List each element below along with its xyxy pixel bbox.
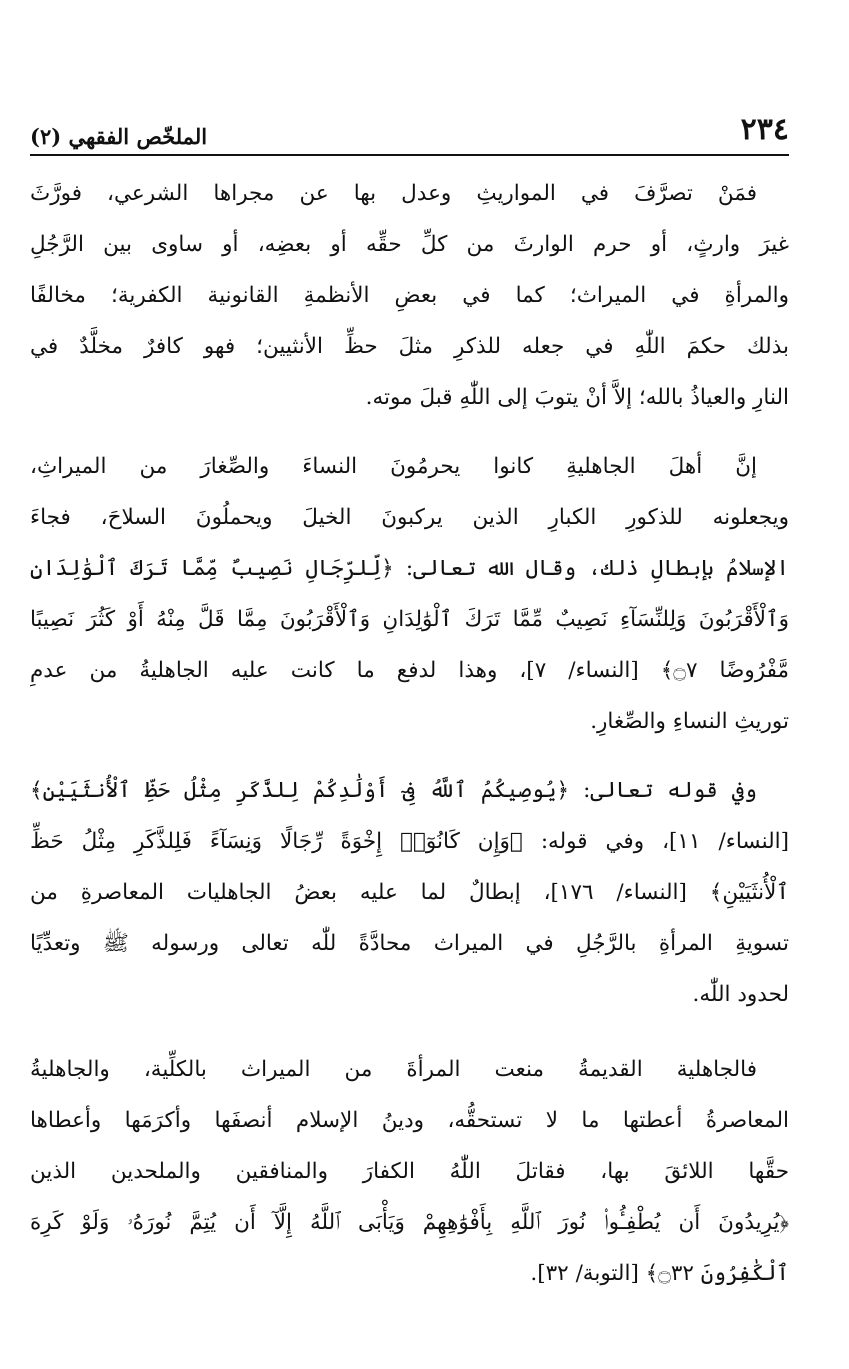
paragraph-inheritance-violation [30,168,789,423]
running-title: الملخّص الفقهي (٢) [30,124,208,149]
text-line: النارِ والعياذُ بالله؛ إلاَّ أنْ يتوبَ إلى اللّٰهِ قبلَ موته. [365,385,789,410]
quran-verse-line: ﴿يُرِيدُونَ أَن يُطْفِـُٔوا۟ نُورَ ٱللَّهِ بِأَفْوَٰهِهِمْ وَيَأْبَى ٱللَّهُ إِلَّآ أَن يُتِمَّ نُورَهُۥ وَلَوْ كَرِهَ [30,1210,789,1235]
text-line: ٱلْأُنثَيَيْنِ﴾ [النساء/ ١٧٦]، إبطالٌ لما عليه بعضُ الجاهليات المعاصرةِ من [30,880,789,905]
text-line: [النساء/ ١١]، وفي قوله: ﴿وَإِن كَانُوٓا۟ إِخْوَةً رِّجَالًا وَنِسَآءً فَلِلذَّكَرِ مِثْلُ حَظِّ [30,829,789,854]
page-number: ٢٣٤ [740,112,789,147]
text-line: فالجاهلية القديمةُ منعت المرأةَ من الميراث بالكلِّية، والجاهليةُ [30,1057,757,1082]
page-header [30,108,789,156]
text-line: والمرأةِ في الميراث؛ كما في بعضِ الأنظمةِ القانونية الكفرية؛ مخالفًا [30,283,789,308]
text-line: ٱلْكَٰفِرُونَ ۝٣٢﴾ [التوبة/ ٣٢]. [530,1261,789,1286]
text-line: فمَنْ تصرَّفَ في المواريثِ وعدل بها عن مجراها الشرعي، فورَّثَ [30,181,757,206]
text-line: بذلك حكمَ اللّٰهِ في جعله للذكرِ مثلَ حظِّ الأنثيين؛ فهو كافرٌ مخلَّدٌ في [30,334,789,359]
paragraph-conclusion [30,1044,789,1299]
text-line: لحدود اللّٰه. [692,982,789,1007]
text-line: توريثِ النساءِ والصِّغارِ. [590,709,789,734]
paragraph-verses [30,765,789,1020]
text-line: إنَّ أهلَ الجاهليةِ كانوا يحرمُونَ النساءَ والصِّغارَ من الميراثِ، [30,454,757,479]
text-line: مَّفْرُوضًا ۝٧﴾ [النساء/ ٧]، وهذا لدفع ما كانت عليه الجاهليةُ من عدمِ [30,658,789,683]
quran-verse-line: وَٱلْأَقْرَبُونَ وَلِلنِّسَآءِ نَصِيبٌ مِّمَّا تَرَكَ ٱلْوَٰلِدَانِ وَٱلْأَقْرَبُونَ مِمَّا قَلَّ مِنْهُ أَوْ كَثُرَ نَصِيبًا [30,607,789,632]
text-line: غيرَ وارثٍ، أو حرم الوارثَ من كلِّ حقِّه أو بعضِه، أو ساوى بين الرَّجُلِ [30,232,789,257]
page-body [30,168,789,1299]
text-line: حقَّها اللائقَ بها، فقاتلَ اللّٰهُ الكفارَ والمنافقين والملحدين الذين [30,1159,789,1184]
quran-verse-line: وفي قوله تعالى: ﴿يُوصِيكُمُ ٱللَّهُ فِىٓ أَوْلَٰدِكُمْ لِلذَّكَرِ مِثْلُ حَظِّ ٱلْأُنثَيَيْنِ﴾ [30,778,758,803]
paragraph-jahiliyya [30,441,789,747]
text-line: ويجعلونه للذكورِ الكبارِ الذين يركبونَ الخيلَ ويحملُونَ السلاحَ، فجاءَ [30,505,789,530]
text-line: المعاصرةُ أعطتها ما لا تستحقُّه، ودينُ الإسلام أنصفَها وأكرَمَها وأعطاها [30,1108,789,1133]
text-line: الإسلامُ بإبطالِ ذلك، وقال الله تعالى: ﴿لِّلرِّجَالِ نَصِيبٌ مِّمَّا تَرَكَ ٱلْوَٰلِدَانِ [30,556,789,581]
text-line: تسويةِ المرأةِ بالرَّجُلِ في الميراث محادَّةً للّٰه تعالى ورسوله ﷺ وتعدِّيًا [30,931,789,956]
